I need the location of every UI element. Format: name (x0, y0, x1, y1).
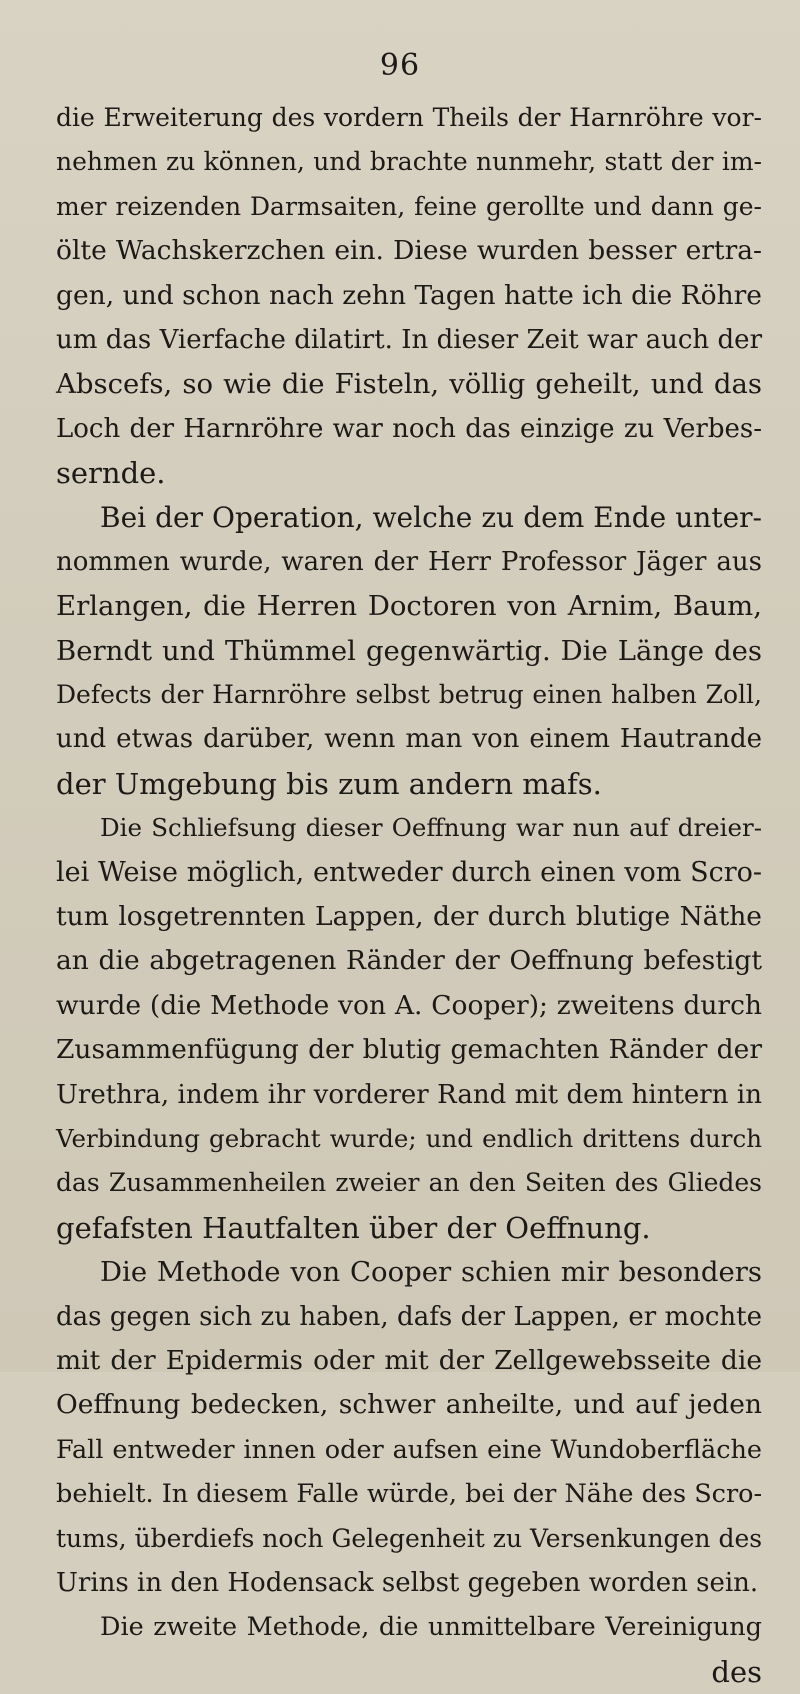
page-number: 96 (379, 48, 421, 83)
text-line: wurde (die Methode von A. Cooper); zweitens durch (56, 989, 762, 1021)
text-line: Fall entweder innen oder aufsen eine Wundoberfläche (56, 1434, 762, 1465)
text-line: Oeffnung bedecken, schwer anheilte, und auf jeden (56, 1389, 762, 1421)
text-line: und etwas darüber, wenn man von einem Hautrande (56, 724, 762, 755)
text-line: mer reizenden Darmsaiten, feine gerollte und dann ge- (56, 191, 762, 221)
text-line: Bei der Operation, welche zu dem Ende unter- (100, 500, 762, 534)
text-line: Abscefs, so wie die Fisteln, völlig geheilt, und das (56, 368, 762, 401)
text-line: Zusammenfügung der blutig gemachten Ränder der (56, 1034, 762, 1066)
text-line: Die zweite Methode, die unmittelbare Vereinigung (100, 1612, 762, 1643)
text-line: an die abgetragenen Ränder der Oeffnung befestigt (56, 945, 762, 977)
text-line: ölte Wachskerzchen ein. Diese wurden besser ertra- (56, 235, 762, 267)
text-line: nommen wurde, waren der Herr Professor Jäger aus (56, 546, 762, 577)
text-line: der Umgebung bis zum andern mafs. (56, 766, 602, 801)
text-line: lei Weise möglich, entweder durch einen vom Scro- (56, 856, 762, 888)
text-line: Die Schliefsung dieser Oeffnung war nun auf dreier- (100, 813, 762, 843)
text-line: tum losgetrennten Lappen, der durch blutige Näthe (56, 901, 762, 933)
body-text (56, 96, 762, 1694)
text-line: gefafsten Hautfalten über der Oeffnung. (56, 1210, 651, 1245)
text-line: Verbindung gebracht wurde; und endlich drittens durch (56, 1123, 762, 1153)
text-line: das gegen sich zu haben, dafs der Lappen, er mochte (56, 1301, 762, 1332)
text-line: Urins in den Hodensack selbst gegeben worden sein. (56, 1567, 759, 1598)
text-line: tums, überdiefs noch Gelegenheit zu Versenkungen des (56, 1523, 763, 1553)
text-line: Loch der Harnröhre war noch das einzige zu Verbes- (56, 413, 762, 444)
text-line: Erlangen, die Herren Doctoren von Arnim, Baum, (56, 590, 762, 623)
text-line: Die Methode von Cooper schien mir besonders (100, 1256, 762, 1289)
text-line: Urethra, indem ihr vorderer Rand mit dem hintern in (56, 1079, 762, 1110)
text-line: das Zusammenheilen zweier an den Seiten des Gliedes (56, 1168, 762, 1198)
text-line: die Erweiterung des vordern Theils der Harnröhre vor- (56, 103, 762, 132)
text-line: des (711, 1654, 762, 1689)
text-line: nehmen zu können, und brachte nunmehr, statt der im- (56, 147, 762, 177)
text-line: mit der Epidermis oder mit der Zellgewebsseite die (56, 1344, 762, 1376)
text-line: Defects der Harnröhre selbst betrug einen halben Zoll, (56, 680, 762, 710)
text-line: gen, und schon nach zehn Tagen hatte ich die Röhre (56, 279, 762, 311)
text-line: behielt. In diesem Falle würde, bei der Nähe des Scro- (56, 1479, 763, 1510)
text-line: sernde. (56, 456, 166, 491)
text-line: um das Vierfache dilatirt. In dieser Zeit war auch der (56, 324, 762, 355)
text-line: Berndt und Thümmel gegenwärtig. Die Länge des (56, 634, 762, 667)
